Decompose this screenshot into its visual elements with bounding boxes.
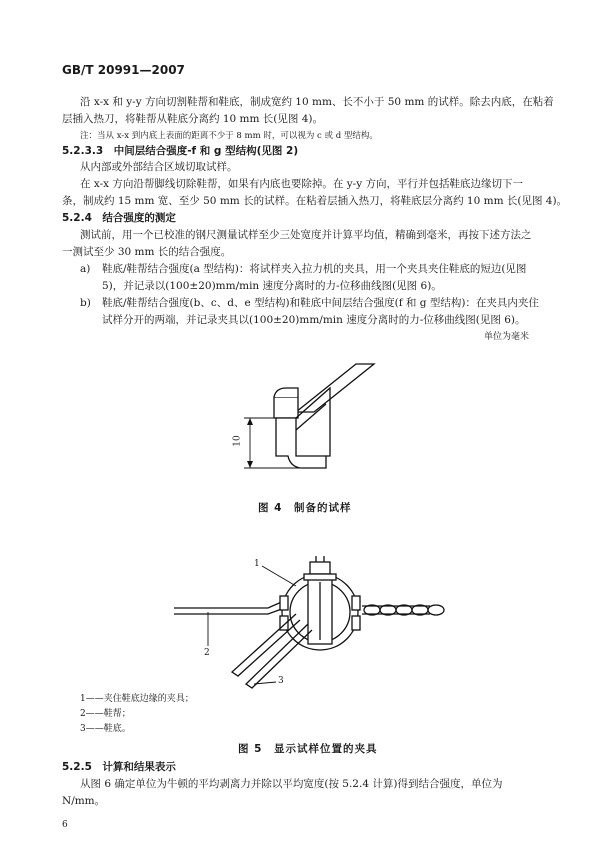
paragraph-line: 沿 x-x 和 y-y 方向切割鞋帮和鞋底，制成宽约 10 mm、长不小于 50 mm 的试样。除去内底，在粘着 [80, 96, 554, 108]
callout-2: 2 [204, 648, 210, 658]
note: 注：当从 x-x 到内底上表面的距离不少于 8 mm 时，可以视为 c 或 d 型结构。 [80, 131, 378, 141]
dimension-label: 10 [232, 435, 243, 447]
list-marker: a) [80, 263, 91, 275]
section-heading-5-2-3-3: 5.2.3.3 中间层结合强度-f 和 g 型结构(见图 2) [62, 145, 299, 157]
paragraph-line: 从图 6 确定单位为牛顿的平均剥离力并除以平均宽度(按 5.2.4 计算)得到结合强度，单位为 [80, 778, 503, 790]
paragraph-line: 条，制成约 15 mm 宽、至少 50 mm 长的试样。在粘着层插入热刀，将鞋底层分离约 10 mm 长(见图 4)。 [62, 195, 568, 207]
paragraph-line: N/mm。 [62, 795, 106, 807]
legend-item: 2——鞋帮； [80, 709, 131, 719]
figure-4-caption: 图 4 制备的试样 [258, 502, 352, 514]
callout-3: 3 [278, 676, 284, 686]
paragraph-line: 从内部或外部结合区域切取试样。 [80, 161, 238, 173]
unit-note: 单位为毫米 [484, 332, 530, 342]
paragraph-line: 层插入热刀，将鞋帮从鞋底分离约 10 mm 长(见图 4)。 [62, 113, 323, 125]
paragraph-line: 一测试至少 30 mm 长的结合强度。 [62, 246, 232, 258]
figure-5-caption: 图 5 显示试样位置的夹具 [238, 743, 378, 755]
paragraph-line: 测试前，用一个已校准的钢尺测量试样至少三处宽度并计算平均值，精确到毫米，再按下述方法之 [80, 229, 532, 241]
standard-number: GB/T 20991—2007 [62, 63, 185, 77]
paragraph-line: 在 x-x 方向沿帮脚线切除鞋帮，如果有内底也要除掉。在 y-y 方向，平行并包括鞋底边缘切下一 [80, 178, 523, 190]
strap-left [174, 600, 286, 608]
list-marker: b) [80, 297, 91, 309]
list-item-line: 鞋底/鞋帮结合强度(a 型结构)：将试样夹入拉力机的夹具，用一个夹具夹住鞋底的短边(见图 [102, 263, 527, 275]
list-item-line: 鞋底/鞋帮结合强度(b、c、d、e 型结构)和鞋底中间层结合强度(f 和 g 型结构)：在夹具内夹住 [102, 297, 539, 309]
clamp-bolt [310, 562, 330, 574]
section-heading-5-2-4: 5.2.4 结合强度的测定 [62, 212, 176, 224]
legend-item: 3——鞋底。 [80, 724, 131, 734]
callout-1: 1 [254, 559, 260, 569]
list-item-line: 试样分开的两端，并记录夹具以(100±20)mm/min 速度分离时的力-位移曲线图(见图 6)。 [102, 314, 526, 326]
legend-item: 1——夹住鞋底边缘的夹具； [80, 694, 194, 704]
page-number: 6 [62, 820, 68, 830]
section-heading-5-2-5: 5.2.5 计算和结果表示 [62, 761, 176, 773]
list-item-line: 5)，并记录以(100±20)mm/min 速度分离时的力-位移曲线图(见图 6)。 [102, 280, 442, 292]
